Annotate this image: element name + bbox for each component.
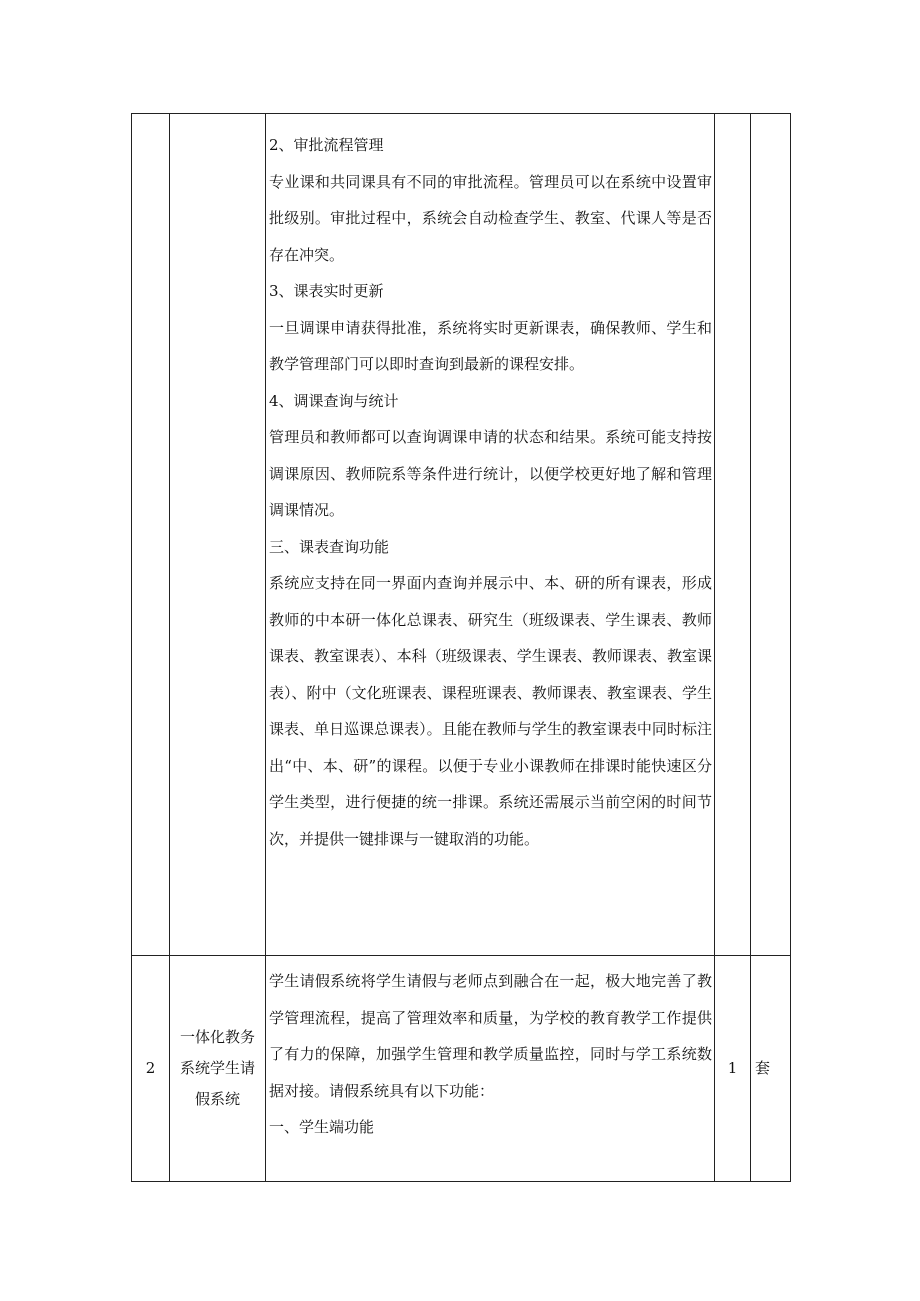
index-cell: 2 (132, 956, 170, 1182)
table-row (132, 114, 791, 956)
subheading-realtime-update: 3、课表实时更新 (269, 282, 384, 300)
index-cell (132, 114, 170, 956)
paragraph-realtime-update: 一旦调课申请获得批准，系统将实时更新课表，确保教师、学生和教学管理部门可以即时查询到最新的课程安排。 (269, 318, 712, 373)
procurement-table (131, 113, 791, 1182)
paragraph-approval-flow: 专业课和共同课具有不同的审批流程。管理员可以在系统中设置审批级别。审批过程中，系统会自动检查学生、教室、代课人等是否存在冲突。 (269, 172, 712, 264)
name-cell: 一体化教务系统学生请假系统 (170, 956, 266, 1182)
name-cell (170, 114, 266, 956)
description-cell (266, 956, 715, 1182)
heading-student-functions: 一、学生端功能 (269, 1118, 375, 1136)
description-cell (266, 114, 715, 956)
quantity-cell (715, 114, 751, 956)
quantity-cell: 1 (715, 956, 751, 1182)
unit-cell: 套 (751, 956, 791, 1182)
paragraph-query-statistics: 管理员和教师都可以查询调课申请的状态和结果。系统可能支持按调课原因、教师院系等条件进行统计，以便学校更好地了解和管理调课情况。 (269, 428, 712, 519)
heading-schedule-query: 三、课表查询功能 (269, 537, 390, 556)
table-row (132, 956, 791, 1182)
paragraph-schedule-query: 系统应支持在同一界面内查询并展示中、本、研的所有课表，形成教师的中本研一体化总课表、研究生（班级课表、学生课表、教师课表、教室课表）、本科（班级课表、学生课表、教师课表、教室课表）、附中（文化班课表、课程班课表、教师课表、教室课表、学生课表、单日巡课总课表）。且能在教师与学生的教室课表中同时标注出“中、本、研”的课程。以便于专业小课教师在排课时能快速区分学生类型，进行便捷的统一排课。系统还需展示当前空闲的时间节次，并提供一键排课与一键取消的功能。 (269, 574, 712, 848)
subheading-query-statistics: 4、调课查询与统计 (269, 391, 399, 410)
unit-cell (751, 114, 791, 956)
paragraph-leave-system: 学生请假系统将学生请假与老师点到融合在一起，极大地完善了教学管理流程，提高了管理效率和质量，为学校的教育教学工作提供了有力的保障，加强学生管理和教学质量监控，同时与学工系统数据对接。请假系统具有以下功能： (269, 972, 712, 1100)
subheading-approval-flow: 2、审批流程管理 (269, 136, 384, 154)
